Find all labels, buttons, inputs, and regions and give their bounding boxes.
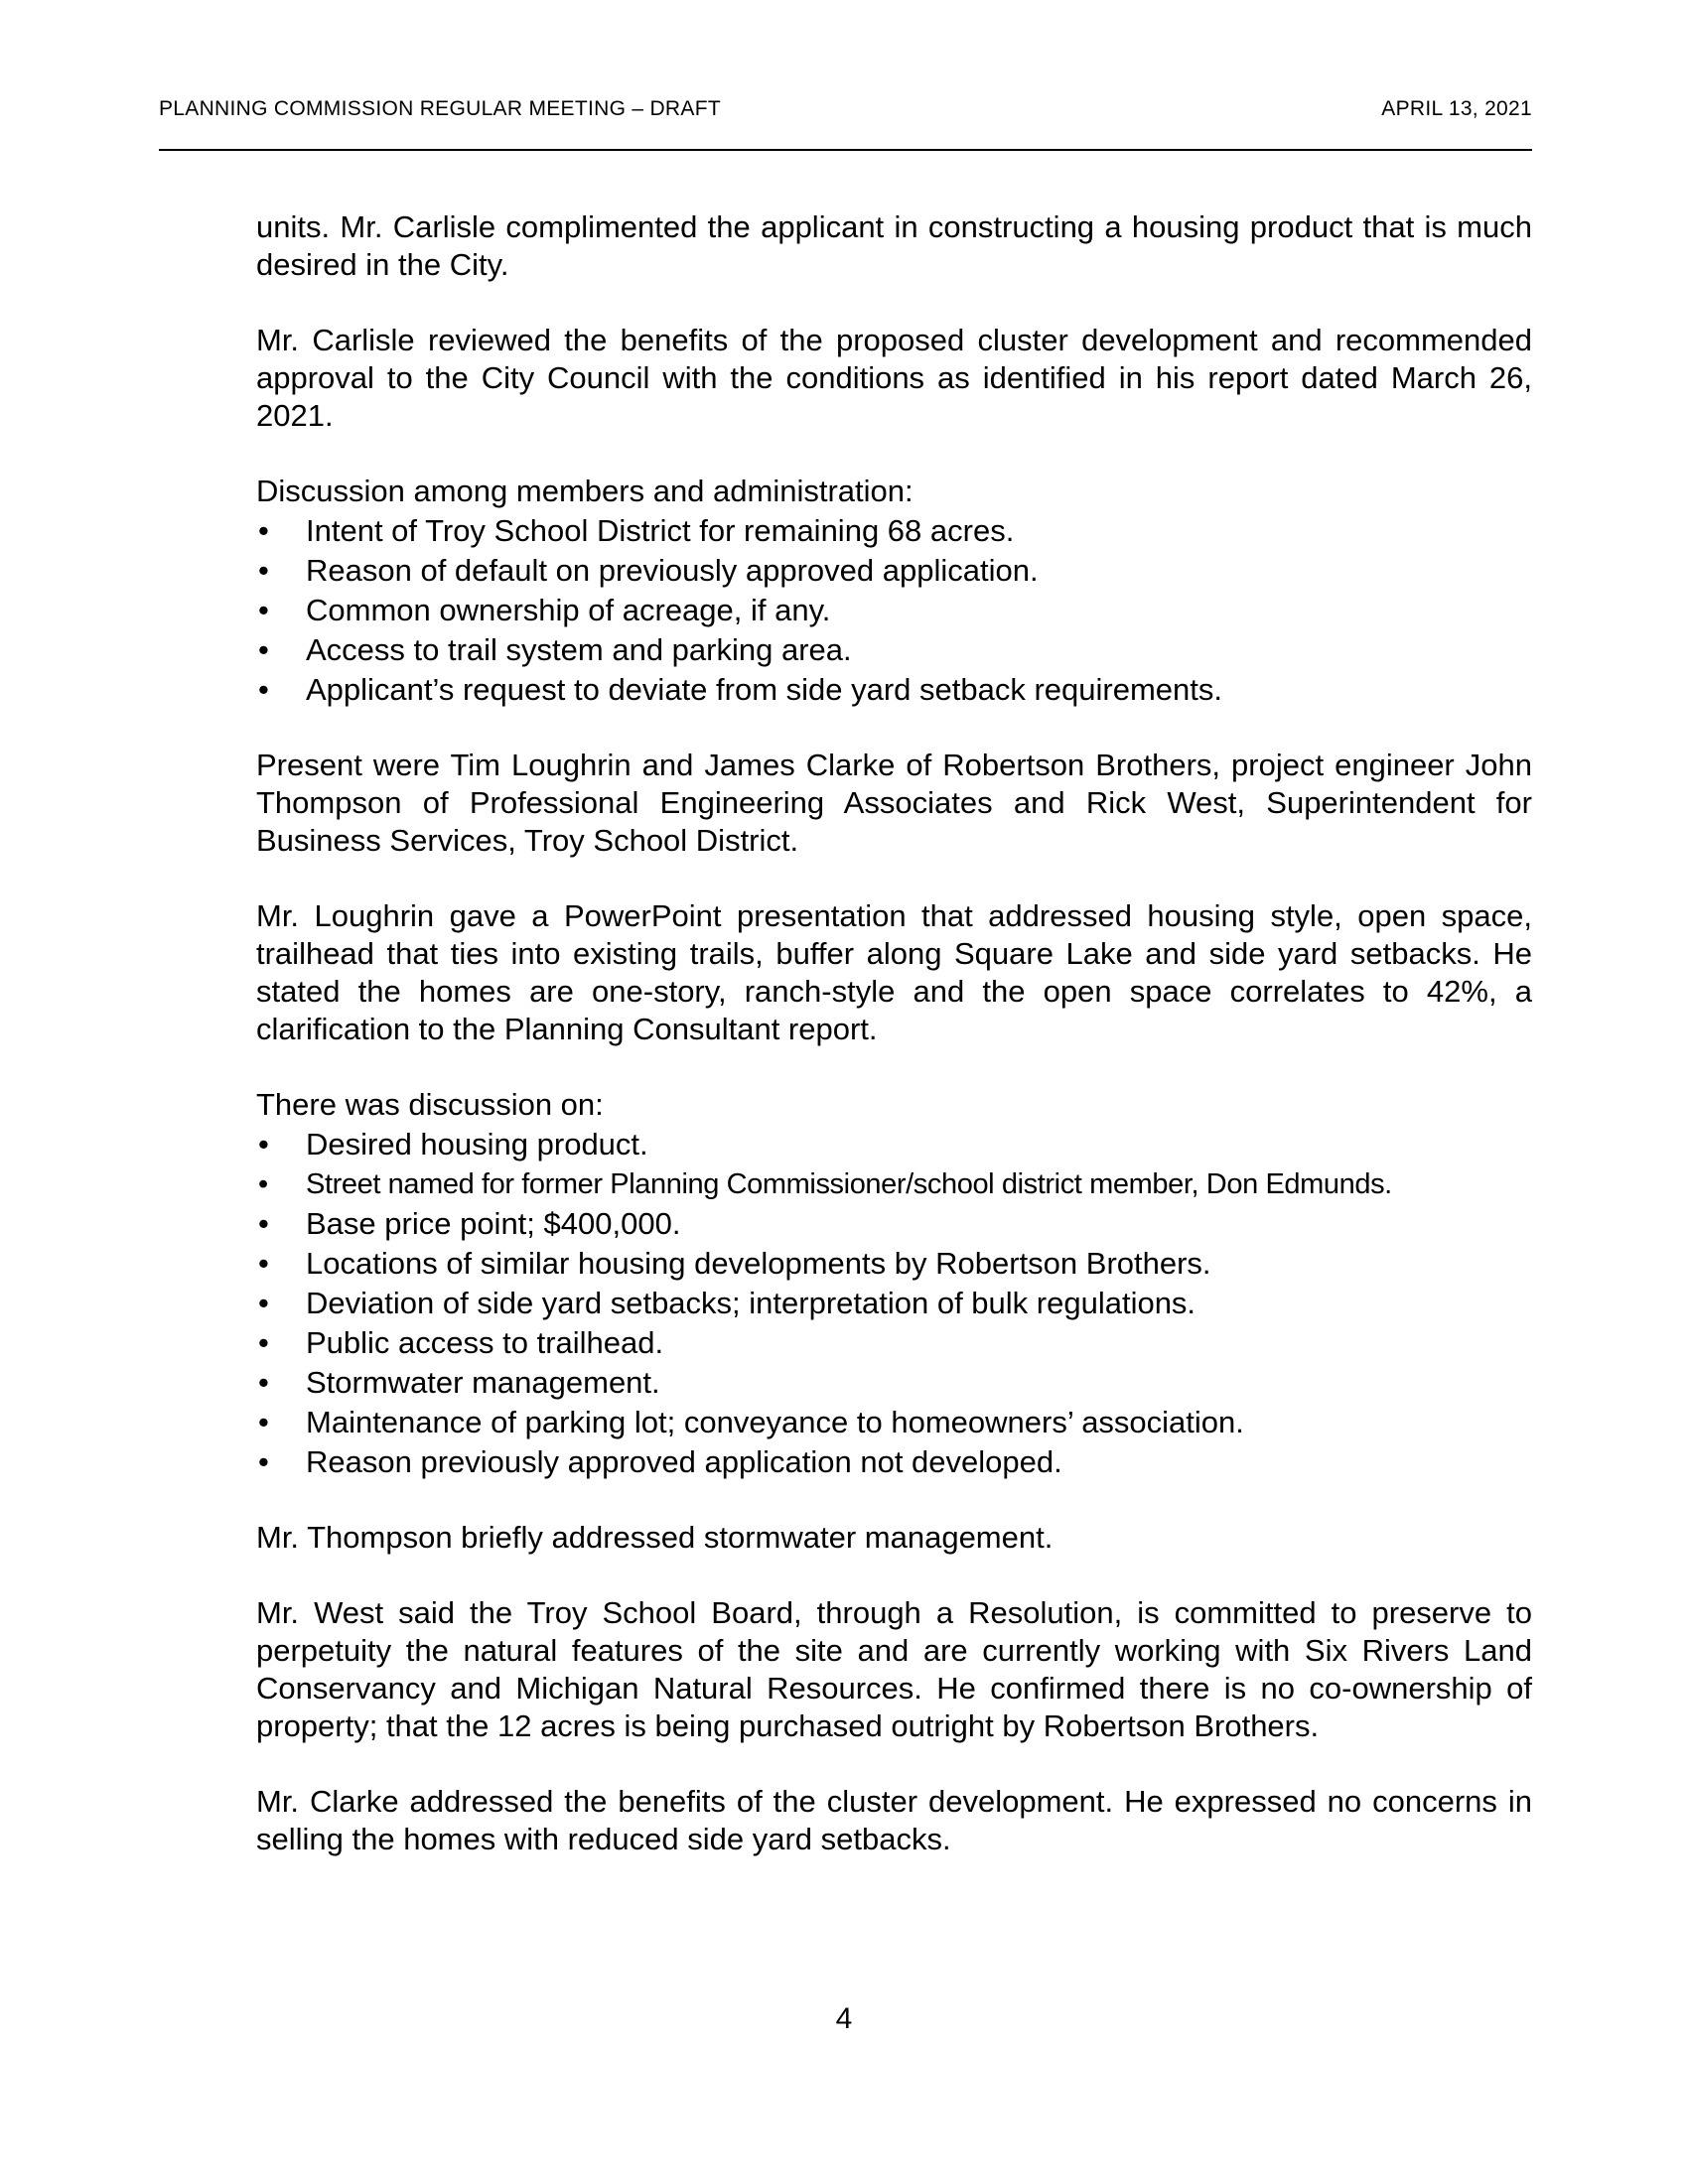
bullet-icon: • bbox=[258, 1405, 269, 1439]
bullet-icon: • bbox=[258, 553, 269, 588]
paragraph: Mr. Thompson briefly addressed stormwater management. bbox=[256, 1520, 1054, 1555]
page-number: 4 bbox=[835, 2002, 853, 2035]
list-item: • Applicant’s request to deviate from side yard setback requirements. bbox=[258, 672, 1223, 707]
bullet-list bbox=[256, 1126, 1532, 1481]
list-item: • Access to trail system and parking area. bbox=[258, 632, 852, 667]
document-body bbox=[256, 208, 1532, 1896]
bullet-icon: • bbox=[258, 672, 269, 707]
bullet-icon: • bbox=[258, 513, 269, 548]
list-item: • Street named for former Planning Commissioner/school district member, Don Edmunds. bbox=[256, 1165, 1532, 1203]
bullet-icon: • bbox=[258, 1325, 269, 1360]
bullet-icon: • bbox=[258, 1206, 269, 1241]
paragraph: Mr. Carlisle reviewed the benefits of the proposed cluster development and recommended approval to the City Council with the conditions as identified in his report dated March 26, 2021. bbox=[256, 323, 1532, 433]
paragraph: Present were Tim Loughrin and James Clarke of Robertson Brothers, project engineer John Thompson of Professional Engineering Associates and Rick West, Superintendent for Business Services, Troy School District. bbox=[256, 748, 1532, 858]
bullet-icon: • bbox=[258, 1168, 268, 1200]
bullet-icon: • bbox=[258, 632, 269, 667]
bullet-icon: • bbox=[258, 1365, 269, 1400]
list-item: • Desired housing product. bbox=[258, 1127, 648, 1161]
list-item: • Intent of Troy School District for remaining 68 acres. bbox=[258, 513, 1015, 548]
bullet-icon: • bbox=[258, 1246, 269, 1281]
list-item: • Stormwater management. bbox=[258, 1365, 660, 1400]
list-item: • Public access to trailhead. bbox=[258, 1325, 664, 1360]
list-item: • Reason previously approved application not developed. bbox=[258, 1444, 1062, 1479]
paragraph: units. Mr. Carlisle complimented the applicant in constructing a housing product that is much desired in the City. bbox=[256, 209, 1532, 282]
paragraph: Mr. Clarke addressed the benefits of the cluster development. He expressed no concerns in selling the homes with reduced side yard setbacks. bbox=[256, 1784, 1532, 1856]
list-intro: There was discussion on: bbox=[256, 1087, 604, 1122]
list-item: • Base price point; $400,000. bbox=[258, 1206, 681, 1241]
bullet-icon: • bbox=[258, 593, 269, 627]
bullet-icon: • bbox=[258, 1127, 269, 1161]
paragraph: Mr. West said the Troy School Board, through a Resolution, is committed to preserve to perpetuity the natural features of the site and are currently working with Six Rivers Land Conservancy and Michigan Natural Resources. He confirmed there is no co-ownership of property; that the 12 acres is being purchased outright by Robertson Brothers. bbox=[256, 1595, 1532, 1743]
bullet-list bbox=[256, 512, 1532, 709]
bullet-icon: • bbox=[258, 1444, 269, 1479]
paragraph: Mr. Loughrin gave a PowerPoint presentation that addressed housing style, open space, trailhead that ties into existing trails, buffer along Square Lake and side yard setbacks. He stated the homes are one-story, ranch-style and the open space correlates to 42%, a clarification to the Planning Consultant report. bbox=[256, 898, 1532, 1046]
bullet-icon: • bbox=[258, 1286, 269, 1320]
header-date: APRIL 13, 2021 bbox=[1381, 97, 1532, 120]
list-item: • Reason of default on previously approved application. bbox=[258, 553, 1039, 588]
list-item: • Locations of similar housing developments by Robertson Brothers. bbox=[258, 1246, 1211, 1281]
list-item: • Deviation of side yard setbacks; interpretation of bulk regulations. bbox=[258, 1286, 1196, 1320]
list-intro: Discussion among members and administration: bbox=[256, 474, 914, 508]
header-title: PLANNING COMMISSION REGULAR MEETING – DRAFT bbox=[159, 97, 721, 120]
list-item: • Common ownership of acreage, if any. bbox=[258, 593, 831, 627]
header-divider bbox=[159, 149, 1532, 151]
list-item: • Maintenance of parking lot; conveyance to homeowners’ association. bbox=[258, 1405, 1244, 1439]
